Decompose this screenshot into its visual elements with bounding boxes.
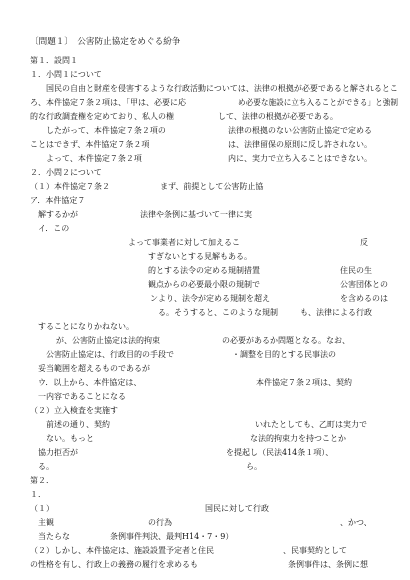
body-line: すぎないとする見解もある。	[148, 252, 252, 261]
body-line: 的とする法令の定める規制措置	[148, 266, 260, 275]
body-line-right: 反	[360, 238, 368, 247]
body-line-right: の行為	[148, 518, 172, 527]
body-line-right: な法的拘束力を持つことか	[250, 434, 346, 443]
body-line-right: を提起し（民法414条１項）、	[226, 448, 334, 457]
body-line-right: 国民に対して行政	[205, 504, 269, 513]
body-line: （２）立入検査を実施す	[30, 406, 118, 415]
body-line: る。そうすると、このような規制	[158, 308, 278, 317]
body-line: 公害防止協定は、行政目的の手段で	[38, 350, 174, 359]
body-line-right: 内に、実力で立ち入ることはできない。	[228, 154, 372, 163]
body-line: 一内容であることになる	[38, 392, 126, 401]
body-line-right: して、法律の根拠が必要である。	[218, 112, 338, 121]
body-line: 第１．設問１	[30, 56, 78, 65]
body-line: 第２．	[30, 476, 54, 485]
body-line-right: いれたとしても、乙町は実力で	[255, 420, 367, 429]
body-line: ウ．以上から、本件協定は、	[38, 378, 142, 387]
body-line: ろ、本件協定７条２項は、「甲は、必要に応	[30, 98, 186, 107]
body-line-right: 公害団体との	[340, 280, 388, 289]
body-line: 主観	[38, 518, 54, 527]
body-line: １．	[30, 490, 46, 499]
body-line: よって、本件協定７条２項	[38, 154, 142, 163]
body-line: 妥当範囲を超えるものであるが	[38, 364, 150, 373]
body-line: 前述の通り、契約	[38, 420, 110, 429]
body-line: よって事業者に対して加えるこ	[128, 238, 240, 247]
body-line: 的な行政調査権を定めており、私人の権	[30, 112, 174, 121]
body-line: ない。もっと	[38, 434, 94, 443]
body-line: ２．小問２について	[30, 168, 102, 177]
body-line: る。	[38, 462, 54, 471]
body-line-right: も、法律による行政	[300, 308, 372, 317]
body-line-right: 、民事契約として	[283, 546, 347, 555]
body-line-right: まず、前提として公害防止協	[160, 182, 264, 191]
body-line-right: め必要な施設に立ち入ることができる」と強制	[238, 98, 398, 107]
body-line: イ．この	[38, 224, 70, 233]
body-line: 当たらな	[38, 532, 70, 541]
body-line-right: 本件協定７条２項は、契約	[256, 378, 352, 387]
body-line: １．小問１について	[30, 70, 102, 79]
body-line: （１）本件協定７条２	[30, 182, 110, 191]
body-line: 解するかが	[38, 210, 78, 219]
body-line: 協力拒否が	[38, 448, 78, 457]
body-line-right: を含めるのは	[340, 294, 388, 303]
body-line-right: は、法律留保の原則に反し許されない。	[228, 140, 372, 149]
body-line-right: 法律や条例に基づいて一律に実	[140, 210, 252, 219]
body-line-right: 法律の根拠のない公害防止協定で定める	[228, 126, 372, 135]
body-line-right: 、かつ、	[340, 518, 372, 527]
body-line: 観点からの必要最小限の規制で	[148, 280, 260, 289]
body-line-right: ら。	[246, 462, 262, 471]
body-line-right: 条例事件は、条例に想	[288, 560, 368, 569]
body-line: （２）しかし、本件協定は、施設設置予定者と住民	[30, 546, 214, 555]
body-line: の性格を有し、行政上の義務の履行を求めるも	[30, 560, 198, 569]
body-line: ことはできず、本件協定７条２項	[30, 140, 150, 149]
body-line-right: 住民の生	[340, 266, 372, 275]
body-line: 国民の自由と財産を侵害するような行政活動については、法律の根拠が必要であると解されるとこ	[38, 84, 398, 93]
body-line: が、公害防止協定は法的拘束	[48, 336, 160, 345]
body-line: したがって、本件協定７条２項の	[38, 126, 166, 135]
body-line-right: 条例事件判決、最判H14・7・9）	[110, 532, 234, 541]
body-line: することになりかねない。	[38, 322, 134, 331]
document-title: 〔問題１〕 公害防止協定をめぐる紛争	[30, 37, 181, 47]
body-line: ンより、法令が定める規制を超え	[150, 294, 270, 303]
body-line-right: の必要があるか問題となる。なお、	[222, 336, 350, 345]
body-line: （１）	[30, 504, 54, 513]
body-line-right: ・調整を目的とする民事法の	[232, 350, 336, 359]
body-line: ア．本件協定７	[30, 196, 86, 205]
